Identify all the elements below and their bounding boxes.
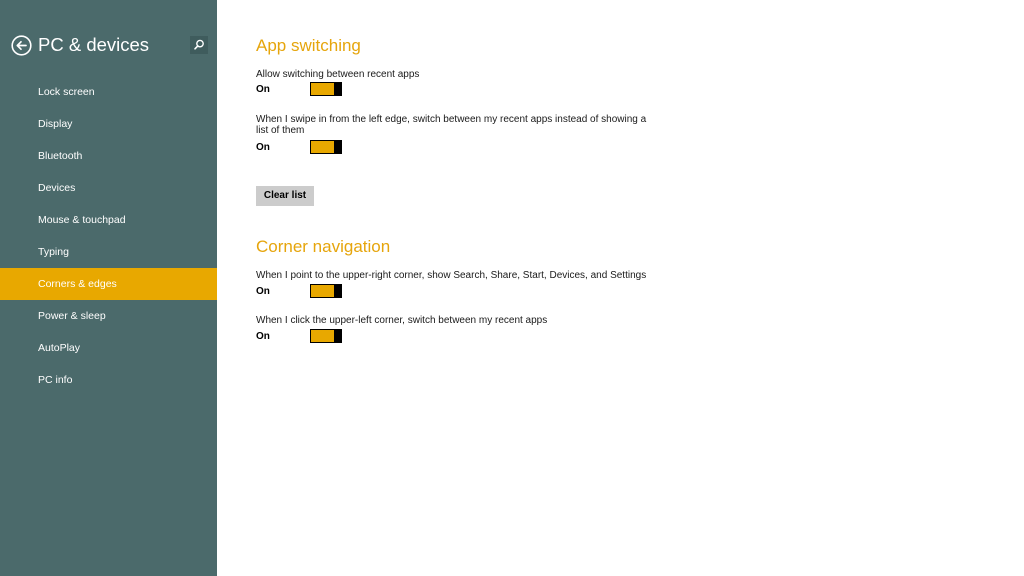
page-title: PC & devices (38, 34, 150, 55)
allow-switching-state: On (256, 84, 270, 95)
sidebar-item-pc-info[interactable]: PC info (38, 374, 73, 386)
swipe-left-state: On (256, 142, 270, 153)
sidebar-nav (0, 76, 217, 396)
sidebar-item-typing[interactable]: Typing (38, 246, 69, 258)
toggle-thumb (334, 82, 342, 96)
upper-right-corner-toggle[interactable] (310, 284, 342, 298)
toggle-thumb (334, 329, 342, 343)
upper-left-corner-state: On (256, 331, 270, 342)
sidebar-item-bluetooth[interactable]: Bluetooth (38, 150, 83, 162)
upper-left-corner-label: When I click the upper-left corner, switch between my recent apps (256, 315, 548, 326)
swipe-left-toggle[interactable] (310, 140, 342, 154)
toggle-thumb (334, 284, 342, 298)
swipe-left-label: When I swipe in from the left edge, switch between my recent apps instead of showing a list of them (256, 114, 647, 136)
sidebar-item-corners-edges[interactable]: Corners & edges (0, 268, 217, 300)
sidebar-item-power-sleep[interactable]: Power & sleep (38, 310, 106, 322)
section-title-corner-navigation: Corner navigation (256, 237, 391, 256)
allow-switching-toggle[interactable] (310, 82, 342, 96)
sidebar-item-devices[interactable]: Devices (38, 182, 76, 194)
sidebar-item-autoplay[interactable]: AutoPlay (38, 342, 81, 354)
upper-left-corner-toggle[interactable] (310, 329, 342, 343)
sidebar (0, 0, 217, 576)
sidebar-item-lock-screen[interactable]: Lock screen (38, 86, 95, 98)
sidebar-item-display[interactable]: Display (38, 118, 73, 130)
sidebar-item-mouse-touchpad[interactable]: Mouse & touchpad (38, 214, 126, 226)
toggle-thumb (334, 140, 342, 154)
clear-list-button[interactable]: Clear list (256, 186, 314, 206)
section-title-app-switching: App switching (256, 36, 361, 55)
back-arrow-icon[interactable] (11, 35, 32, 56)
upper-right-corner-state: On (256, 286, 270, 297)
allow-switching-label: Allow switching between recent apps (256, 69, 420, 80)
upper-right-corner-label: When I point to the upper-right corner, show Search, Share, Start, Devices, and Settings (256, 270, 647, 281)
search-icon[interactable] (190, 36, 208, 54)
